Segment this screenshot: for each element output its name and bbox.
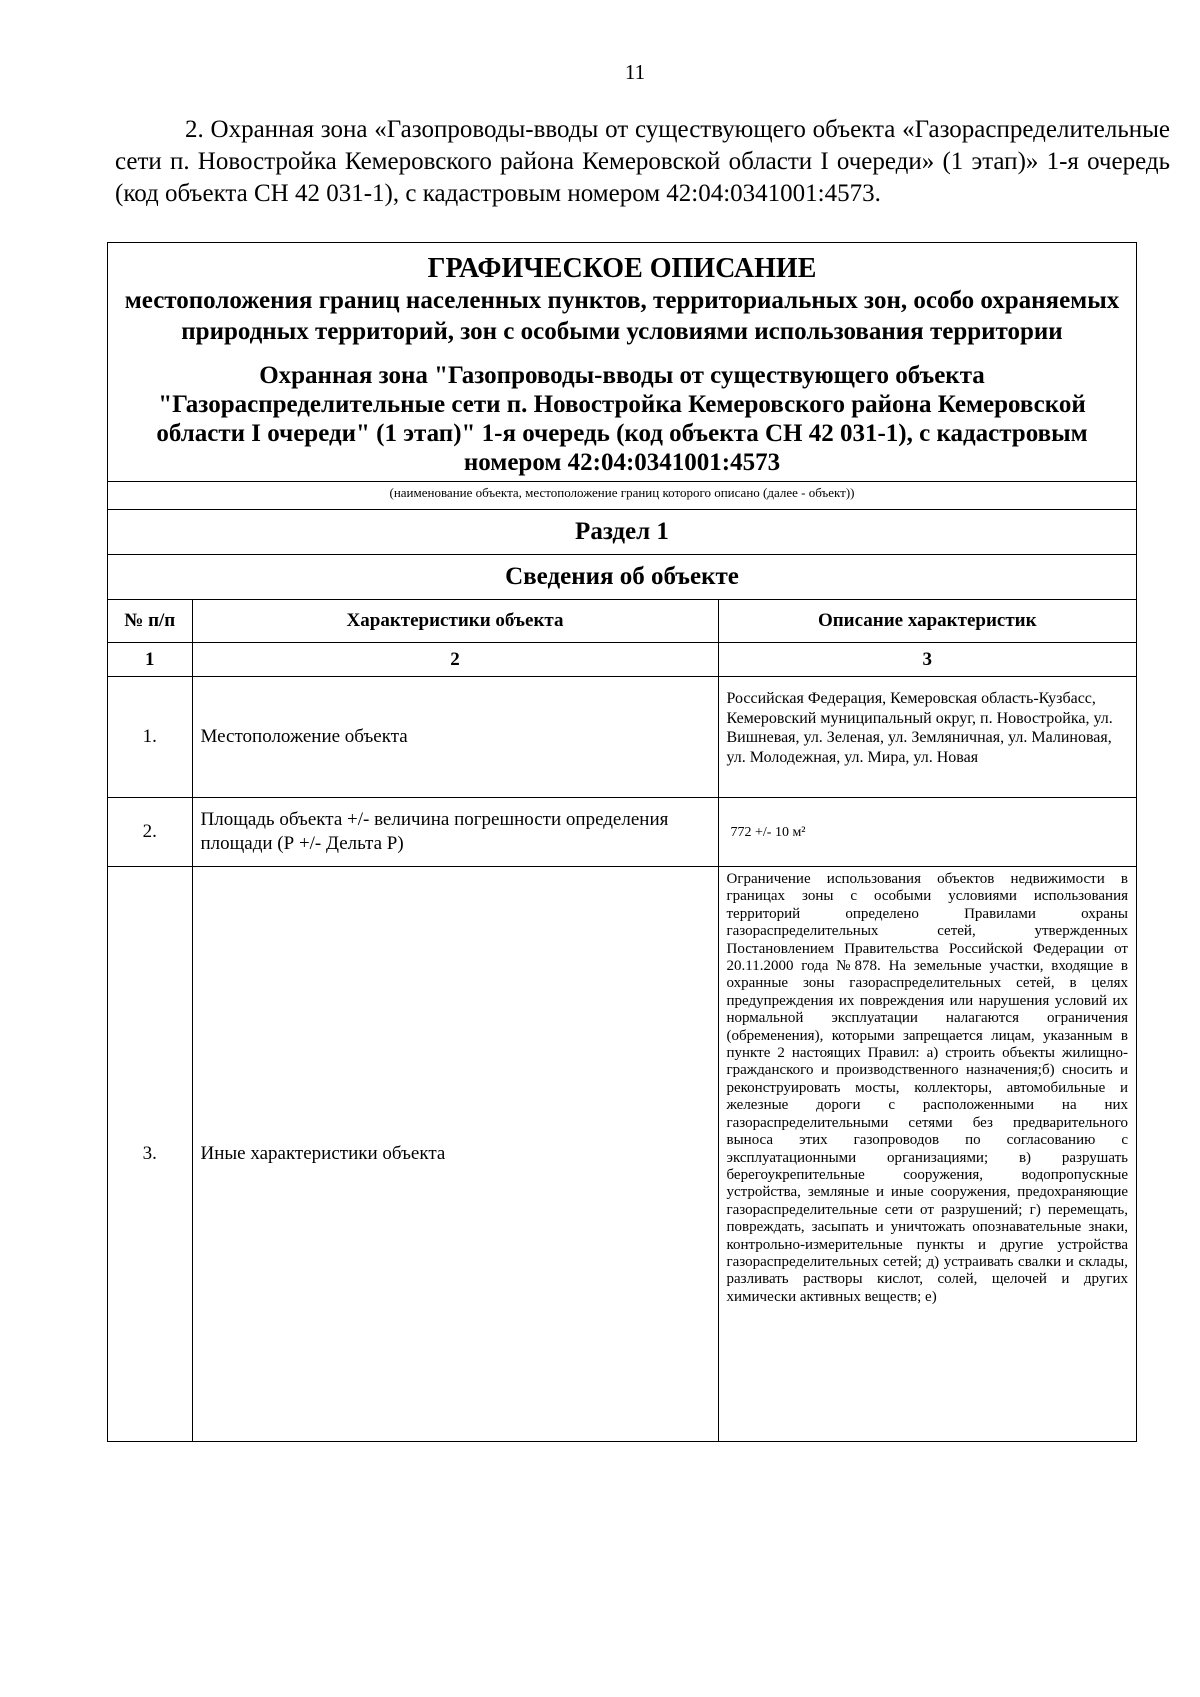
page-number: 11 [624, 60, 646, 84]
object-info-table [108, 599, 1136, 1442]
row-characteristic: Площадь объекта +/- величина погрешности определения площади (Р +/- Дельта Р) [192, 798, 718, 867]
graphic-description-form [107, 242, 1137, 1442]
column-number: 1 [108, 643, 192, 677]
header-num: № п/п [108, 600, 192, 643]
row-number: 3. [108, 867, 192, 1442]
object-name: Охранная зона "Газопроводы-вводы от существующего объекта "Газораспределительные сети п. Новостройка Кемеровского района Кемеровской области I очереди" (1 этап)" 1-я очередь (код объекта СН 42 031-1), с кадастровым номером 42:04:0341001:4573 [156, 362, 1088, 476]
row-characteristic: Иные характеристики объекта [192, 867, 718, 1442]
section-subtitle: Сведения об объекте [108, 554, 1136, 599]
header-description: Описание характеристик [718, 600, 1136, 643]
column-number: 3 [718, 643, 1136, 677]
row-number: 1. [108, 677, 192, 798]
row-description: Ограничение использования объектов недвижимости в границах зоны с особыми условиями использования территорий определено Правилами охраны газораспределительных сетей, утвержденных Постановлением Правительства Российской Федерации от 20.11.2000 года №878. На земельные участки, входящие в охранные зоны газораспределительных сетей, в целях предупреждения их повреждения или нарушения условий их нормальной эксплуатации налагаются ограничения (обременения), которыми запрещается лицам, указанным в пункте 2 настоящих Правил: а) строить объекты жилищно-гражданского и производственного назначения;б) сносить и реконструировать мосты, коллекторы, автомобильные и железные дороги с расположенными на них газораспределительными сетями без предварительного выноса этих газопроводов по согласованию с эксплуатационными организациями; в) разрушать берегоукрепительные сооружения, водопропускные устройства, земляные и иные сооружения, предохраняющие газораспределительные сети от разрушений; г) перемещать, повреждать, засыпать и уничтожать опознавательные знаки, контрольно-измерительные пункты и другие устройства газораспределительных сетей; д) устраивать свалки и склады, разливать растворы кислот, солей, щелочей и других химически активных веществ; е) [718, 867, 1136, 1442]
row-description: Российская Федерация, Кемеровская область-Кузбасс, Кемеровский муниципальный округ, п. Новостройка, ул. Вишневая, ул. Зеленая, ул. Земляничная, ул. Малиновая, ул. Молодежная, ул. Мира, ул. Новая [718, 677, 1136, 798]
row-description: 772 +/- 10 м² [718, 798, 1136, 867]
form-header [108, 243, 1136, 481]
header-characteristic: Характеристики объекта [192, 600, 718, 643]
form-subtitle: местоположения границ населенных пунктов, территориальных зон, особо охраняемых природных территорий, зон с особыми условиями использования территории [124, 287, 1120, 345]
table-row [108, 867, 1136, 1442]
object-name-caption: (наименование объекта, местоположение границ которого описано (далее - объект)) [108, 481, 1136, 509]
table-row [108, 798, 1136, 867]
form-title: ГРАФИЧЕСКОЕ ОПИСАНИЕ [427, 253, 817, 284]
column-number-row [108, 643, 1136, 677]
row-characteristic: Местоположение объекта [192, 677, 718, 798]
intro-text: 2. Охранная зона «Газопроводы-вводы от существующего объекта «Газораспределительные сети п. Новостройка Кемеровского района Кемеровской области I очереди» (1 этап)» 1-я очередь (код объекта СН 42 031-1), с кадастровым номером 42:04:0341001:4573. [115, 116, 1170, 207]
column-number: 2 [192, 643, 718, 677]
row-number: 2. [108, 798, 192, 867]
section-title: Раздел 1 [108, 509, 1136, 554]
table-row [108, 677, 1136, 798]
table-header-row [108, 600, 1136, 643]
intro-paragraph [115, 114, 1170, 210]
